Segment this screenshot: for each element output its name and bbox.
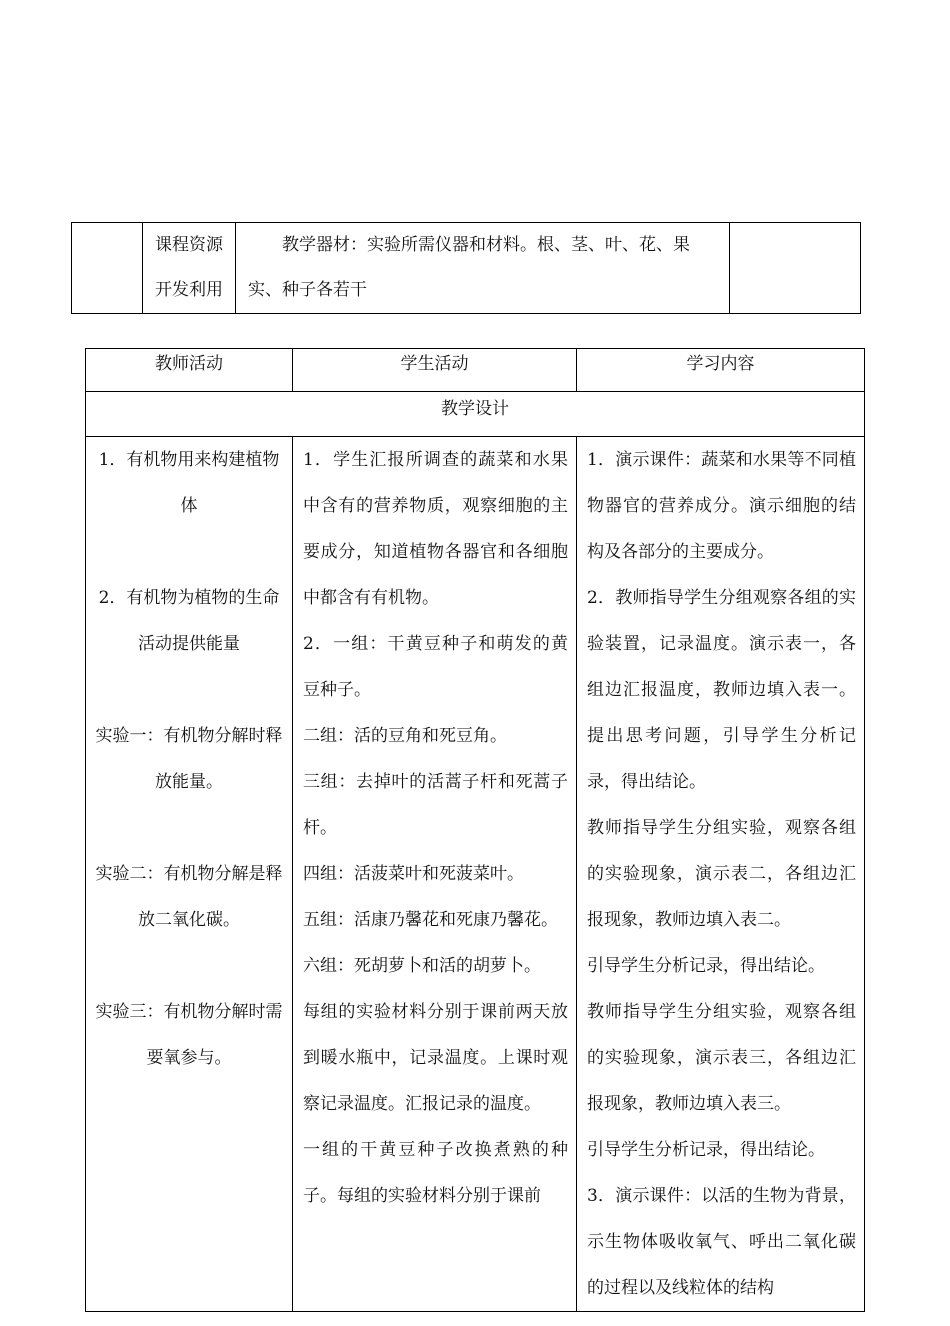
teaching-design-table [85,348,865,1312]
learning-content-item: 1．演示课件：蔬菜和水果等不同植物器官的营养成分。演示细胞的结构及各部分的主要成分。 [587,450,856,562]
header-student-activity: 学生活动 [292,349,576,392]
resource-empty-cell-right [729,223,860,314]
resource-label-line1: 课程资源 [155,235,224,255]
resource-row [72,223,861,314]
teacher-activity-item: 实验一：有机物分解时释放能量。 [95,726,283,792]
learning-content-item: 3．演示课件：以活的生物为背景，示生物体吸收氧气、呼出二氧化碳的过程以及线粒体的结构 [587,1186,856,1298]
learning-content-item: 引导学生分析记录，得出结论。 [587,1140,825,1160]
teacher-activity-item: 实验二：有机物分解是释放二氧化碳。 [95,864,283,930]
resource-label-cell [143,223,236,314]
section-title: 教学设计 [86,392,865,437]
teacher-activity-item: 实验三：有机物分解时需要氧参与。 [95,1002,283,1068]
student-activity-item: 六组：死胡萝卜和活的胡萝卜。 [302,956,541,976]
header-learning-content: 学习内容 [577,349,865,392]
teacher-activity-item: 1．有机物用来构建植物体 [98,450,280,516]
student-activity-item: 1．学生汇报所调查的蔬菜和水果中含有的营养物质，观察细胞的主要成分，知道植物各器官和各细胞中都含有有机物。 [302,450,568,608]
resource-content-text: 教学器材：实验所需仪器和材料。根、茎、叶、花、果实、种子各若干 [248,235,691,300]
learning-content-item: 引导学生分析记录，得出结论。 [587,956,825,976]
resource-content-cell [236,223,730,314]
student-activity-item: 2．一组：干黄豆种子和萌发的黄豆种子。 [302,634,568,700]
section-title-row [86,392,865,437]
student-activity-cell [292,437,576,1312]
content-row [86,437,865,1312]
student-activity-item: 三组：去掉叶的活蒿子杆和死蒿子杆。 [302,772,568,838]
teacher-activity-cell [86,437,293,1312]
student-activity-item: 二组：活的豆角和死豆角。 [302,726,507,746]
resource-label-line2: 开发利用 [155,280,224,300]
learning-content-cell [577,437,865,1312]
resource-empty-cell-left [72,223,143,314]
student-activity-item: 每组的实验材料分别于课前两天放到暖水瓶中，记录温度。上课时观察记录温度。汇报记录的温度。 [302,1002,568,1114]
learning-content-item: 教师指导学生分组实验，观察各组的实验现象，演示表三，各组边汇报现象，教师边填入表三。 [587,1002,856,1114]
header-row [86,349,865,392]
header-teacher-activity: 教师活动 [86,349,293,392]
student-activity-item: 五组：活康乃馨花和死康乃馨花。 [302,910,558,930]
learning-content-item: 2．教师指导学生分组观察各组的实验装置，记录温度。演示表一，各组边汇报温度，教师边填入表一。提出思考问题，引导学生分析记录，得出结论。 [587,588,856,792]
learning-content-item: 教师指导学生分组实验，观察各组的实验现象，演示表二，各组边汇报现象，教师边填入表二。 [587,818,856,930]
teacher-activity-item: 2．有机物为植物的生命活动提供能量 [98,588,280,654]
student-activity-item: 四组：活菠菜叶和死菠菜叶。 [302,864,524,884]
student-activity-item: 一组的干黄豆种子改换煮熟的种子。每组的实验材料分别于课前 [302,1140,568,1206]
resource-table [71,222,861,314]
